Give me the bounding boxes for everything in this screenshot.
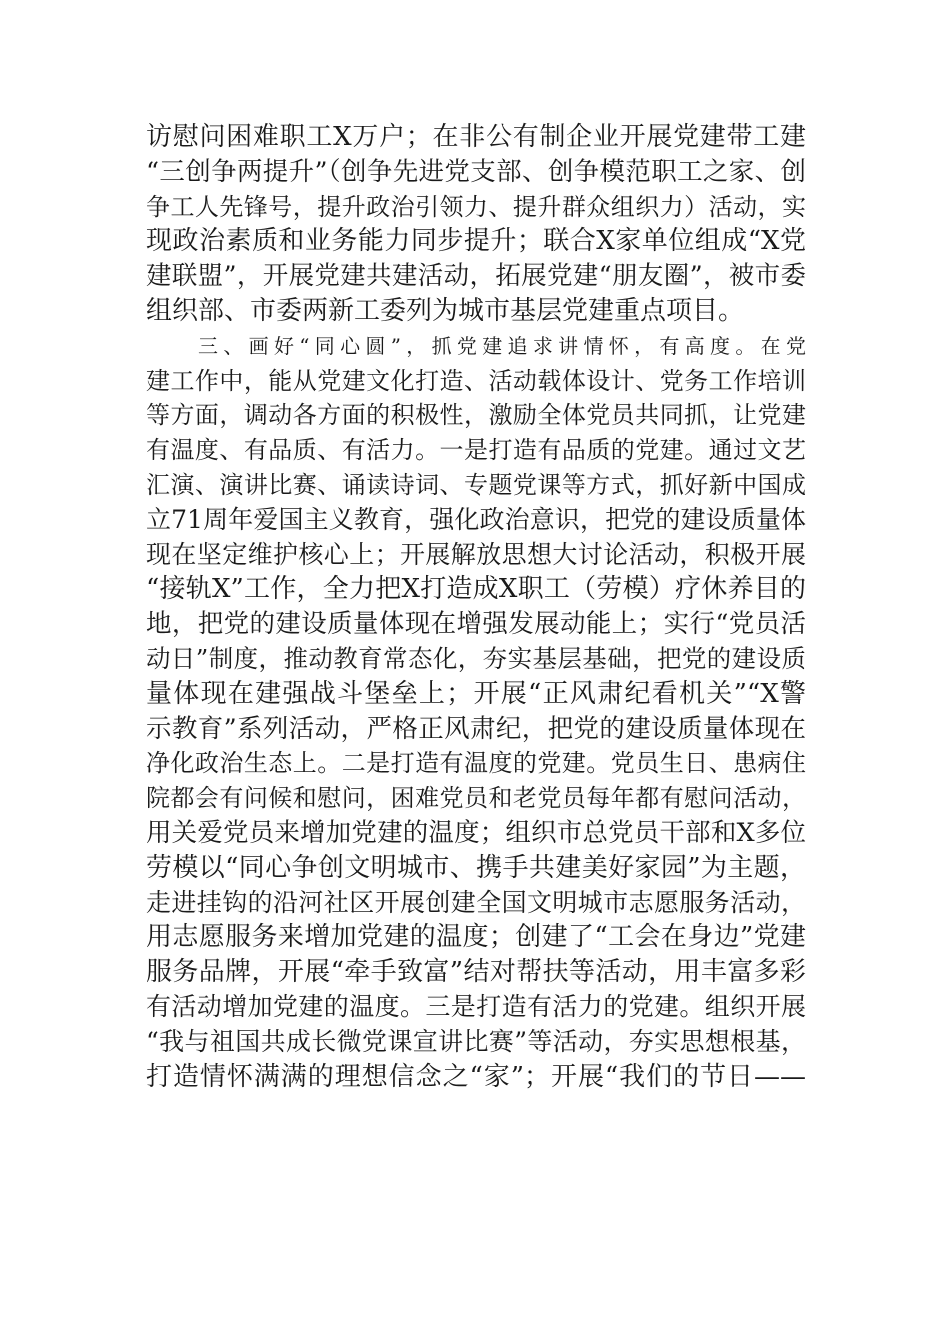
text-line: 院都会有问候和慰问，困难党员和老党员每年都有慰问活动，	[146, 784, 806, 813]
text-line: “三创争两提升”（创争先进党支部、创争模范职工之家、创	[146, 156, 806, 187]
text-line: 地，把党的建设质量体现在增强发展动能上；实行“党员活	[146, 609, 806, 640]
text-line: 量体现在建强战斗堡垒上；开展“正风肃纪看机关”“X警	[146, 678, 806, 709]
text-line: 示教育”系列活动，严格正风肃纪，把党的建设质量体现在	[146, 713, 806, 744]
body-text	[146, 120, 806, 1094]
paragraph-start-line: 三、画好“同心圆”，抓党建追求讲情怀，有高度。在党	[198, 333, 806, 358]
text-line: 组织部、市委两新工委列为城市基层党建重点项目。	[146, 295, 745, 326]
text-line: 走进挂钩的沿河社区开展创建全国文明城市志愿服务活动，	[146, 887, 806, 917]
text-line: 动日”制度，推动教育常态化，夯实基层基础，把党的建设质	[146, 643, 806, 673]
text-line: 净化政治生态上。二是打造有温度的党建。党员生日、患病住	[146, 749, 806, 778]
text-line: 建工作中，能从党建文化打造、活动载体设计、党务工作培训	[146, 366, 806, 395]
text-line: 现在坚定维护核心上；开展解放思想大讨论活动，积极开展	[146, 539, 806, 569]
text-line: 现政治素质和业务能力同步提升；联合X家单位组成“X党	[146, 226, 806, 257]
text-line: 服务品牌，开展“牵手致富”结对帮扶等活动，用丰富多彩	[146, 957, 806, 988]
text-line: 等方面，调动各方面的积极性，激励全体党员共同抓，让党建	[146, 401, 806, 430]
text-line: 打造情怀满满的理想信念之“家”；开展“我们的节日——	[146, 1061, 806, 1092]
text-line: 建联盟”，开展党建共建活动，拓展党建“朋友圈”，被市委	[146, 261, 806, 292]
text-line: 劳模以“同心争创文明城市、携手共建美好家园”为主题，	[146, 852, 806, 883]
text-line: 用志愿服务来增加党建的温度；创建了“工会在身边”党建	[146, 922, 806, 953]
text-line: “接轨X”工作，全力把X打造成X职工（劳模）疗休养目的	[146, 574, 806, 605]
text-line: 有活动增加党建的温度。三是打造有活力的党建。组织开展	[146, 991, 806, 1021]
text-line: 访慰问困难职工X万户；在非公有制企业开展党建带工建	[146, 122, 806, 152]
text-line: 有温度、有品质、有活力。一是打造有品质的党建。通过文艺	[146, 436, 806, 465]
text-line: 立71周年爱国主义教育，强化政治意识，把党的建设质量体	[146, 504, 806, 534]
text-line: “我与祖国共成长微党课宣讲比赛”等活动，夯实思想根基，	[146, 1026, 806, 1056]
text-line: 汇演、演讲比赛、诵读诗词、专题党课等方式，抓好新中国成	[146, 470, 806, 499]
text-line: 用关爱党员来增加党建的温度；组织市总党员干部和X多位	[146, 817, 806, 848]
text-line: 争工人先锋号，提升政治引领力、提升群众组织力）活动，实	[146, 192, 806, 221]
